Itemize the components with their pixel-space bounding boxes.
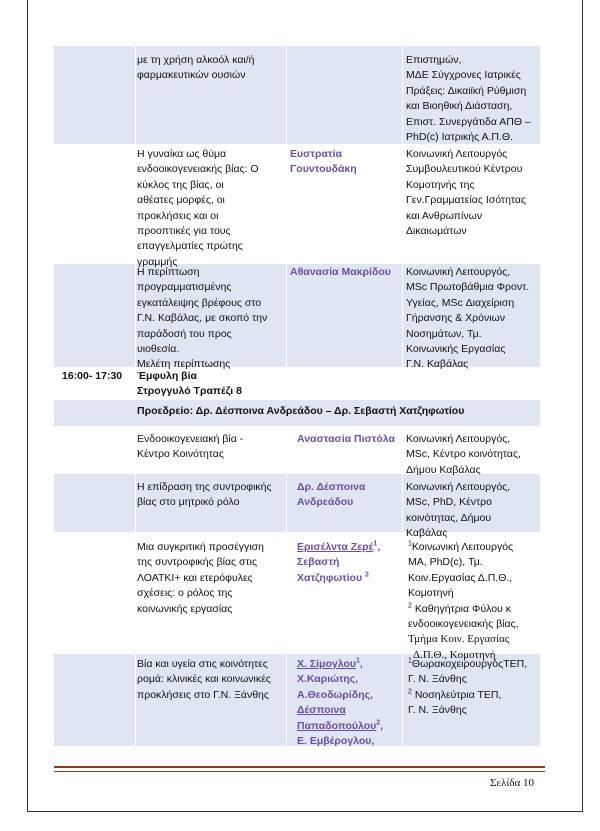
speaker-affiliation: Κοινωνική Λειτουργός, MSc Πρωτοβάθμια Φροντ. Υγείας, MSc Διαχείριση Γήρανσης & Χρόνιων Νοσημάτων, Τμ. Κοινωνικής Εργασίας Γ.Ν. Καβάλας xyxy=(406,266,530,371)
session-title: Έμφυλη βία xyxy=(137,370,197,382)
talk-topic: Η περίπτωση προγραμματισμένης εγκατάλειψης βρέφους στο Γ.Ν. Καβάλας, με σκοπό την παράδοσή του προς υιοθεσία. Μελέτη περίπτωσης xyxy=(137,266,268,371)
talk-topic: Ενδοοικογενειακή βία - Κέντρο Κοινότητας xyxy=(137,433,244,461)
speaker-name: Ερισέλντα Ζερέ$^1$, Σεβαστή Χατζηφωτίου $^2$ xyxy=(297,540,381,584)
footer-rule-thin xyxy=(54,771,545,772)
footer-rule xyxy=(54,766,545,768)
talk-topic: Βία και υγεία στις κοινότητες ρομά: κλινικές και κοινωνικές προκλήσεις στο Γ.Ν. Ξάνθης xyxy=(137,658,271,701)
session-header xyxy=(137,369,242,400)
talk-topic: Η επίδραση της συντροφικής βίας στο μητρικό ρόλο xyxy=(137,481,272,509)
session-chairs: Προεδρείο: Δρ. Δέσποινα Ανδρεάδου – Δρ. Σεβαστή Χατζηφωτίου xyxy=(137,405,465,417)
speaker-name: Δρ. Δέσποινα Ανδρεάδου xyxy=(297,481,366,509)
speaker-name: Χ. Σίμογλου$^1$, Χ.Καριώτης, Α.Θεοδωρίδης, Δέσποινα Παπαδοπούλου$^2$, Ε. Εμβέρογλου, xyxy=(297,657,384,748)
speaker-name: Αναστασία Πιστόλα xyxy=(297,433,395,445)
speaker-affiliation: Κοινωνική Λειτουργός, MSc, Κέντρο κοινότητας, Δήμου Καβάλας xyxy=(406,433,521,476)
speaker-name: Αθανασία Μακρίδου xyxy=(290,266,391,278)
speaker-affiliation: $^1$ΘωρακοχειρουργόςΤΕΠ, Γ. Ν. Ξάνθης $^2$ Νοσηλεύτρια ΤΕΠ, Γ. Ν. Ξάνθης xyxy=(408,657,528,717)
speaker-affiliation: Κοινωνική Λειτουργός Συμβουλευτικού Κέντρου Κομοτηνής της Γεν.Γραμματείας Ισότητας και Ανθρωπίνων Δικαιωμάτων xyxy=(406,148,527,238)
speaker-affiliation: $^1$Κοινωνική Λειτουργός MA, PhD(c), Τμ. Κοιν.Εργασίας Δ.Π.Θ., Κομοτηνή $^2$ Καθηγήτρια Φύλου κ ενδοοικογενειακής βίας, Τμήμα Κοιν. Εργασίας Δ.Π.Θ., Κομοτηνή xyxy=(408,540,519,661)
talk-topic: Η γυναίκα ως θύμα ενδοοικογενειακής βίας: Ο κύκλος της βίας, οι αθέατες μορφές, οι προκλήσεις και οι προοπτικές για τους επαγγελματίες πρώτης γραμμής xyxy=(137,148,259,268)
session-time: 16:00- 17:30 xyxy=(62,370,123,382)
session-subtitle: Στρογγυλό Τραπέζι 8 xyxy=(137,385,242,398)
page-number: Σελίδα 10 xyxy=(490,777,535,789)
talk-topic: Μια συγκριτική προσέγγιση της συντροφικής βίας στις ΛΟΑΤΚΙ+ και ετερόφυλες σχέσεις: ο ρόλος της κοινωνικής εργασίας xyxy=(137,541,264,615)
speaker-affiliation: Κοινωνική Λειτουργός, MSc, PhD, Κέντρο κοινότητας, Δήμου Καβάλας xyxy=(406,481,511,540)
speaker-affiliation: Επιστημών, ΜΔΕ Σύγχρονες Ιατρικές Πράξεις: Δικαιϊκή Ρύθμιση και Βιοηθική Διάσταση, Επιστ. Συνεργάτιδα ΑΠΘ – PhD(c) Ιατρικής Α.Π.Θ. xyxy=(406,54,531,144)
speaker-name: Ευστρατία Γουντουδάκη xyxy=(290,148,357,176)
talk-topic: με τη χρήση αλκοόλ και/ή φαρμακευτικών ουσιών xyxy=(137,54,255,82)
